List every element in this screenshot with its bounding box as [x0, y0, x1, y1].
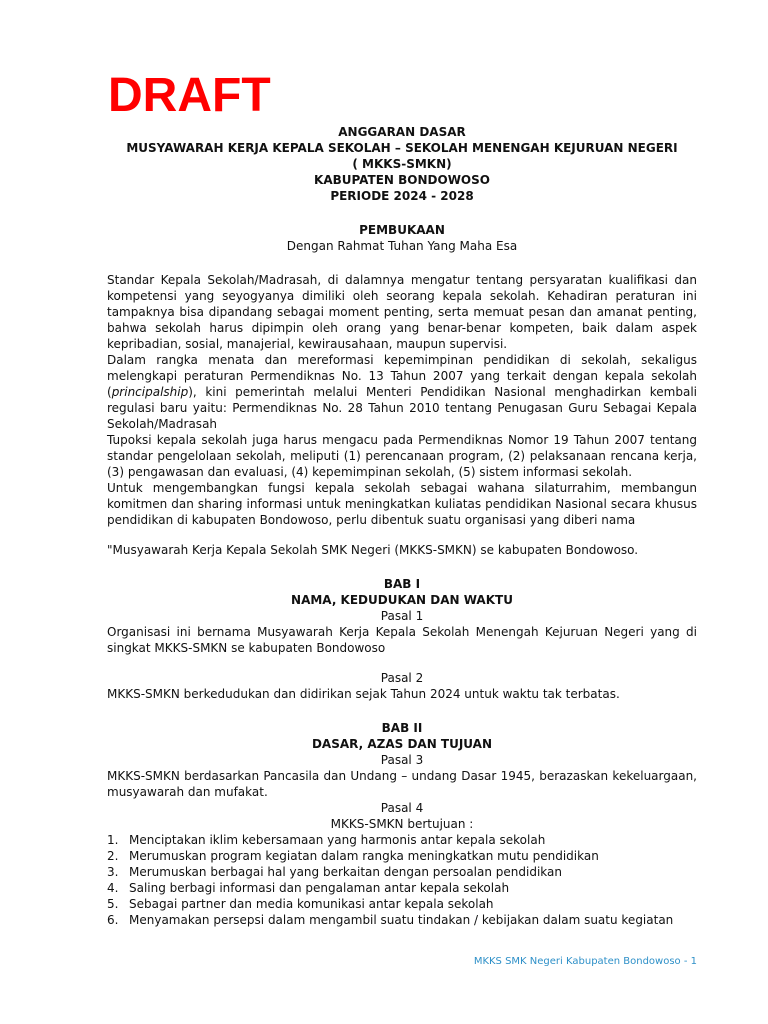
list-item-text: Saling berbagi informasi dan pengalaman antar kepala sekolah [129, 881, 510, 895]
header-period: PERIODE 2024 - 2028 [330, 189, 474, 203]
pasal4-title: Pasal 4 [380, 801, 424, 815]
pasal1-title: Pasal 1 [380, 609, 424, 623]
para2-italic: principalship [111, 385, 189, 399]
list-item-number: 2. [107, 849, 119, 863]
pembukaan-paragraph-5: "Musyawarah Kerja Kepala Sekolah SMK Negeri (MKKS-SMKN) se kabupaten Bondowoso. [107, 543, 639, 557]
list-item-text: Menyamakan persepsi dalam mengambil suatu tindakan / kebijakan dalam suatu kegiatan [129, 913, 674, 927]
header-abbrev: ( MKKS-SMKN) [352, 157, 452, 171]
pasal3-title: Pasal 3 [380, 753, 424, 767]
header-title: ANGGARAN DASAR [338, 125, 466, 139]
list-item-number: 4. [107, 881, 119, 895]
list-item-text: Merumuskan berbagai hal yang berkaitan dengan persoalan pendidikan [129, 865, 562, 879]
list-item-text: Sebagai partner dan media komunikasi antar kepala sekolah [129, 897, 494, 911]
bab2-subtitle: DASAR, AZAS DAN TUJUAN [311, 737, 493, 751]
header-region: KABUPATEN BONDOWOSO [314, 173, 490, 187]
list-item [107, 864, 697, 880]
list-item [107, 848, 697, 864]
list-item-number: 3. [107, 865, 119, 879]
document-body [107, 124, 697, 928]
list-item-number: 1. [107, 833, 119, 847]
pembukaan-paragraph-4: Untuk mengembangkan fungsi kepala sekolah sebagai wahana silaturrahim, membangun komitmen dan sharing informasi untuk meningkatkan kuliatas pendidikan Nasional secara khusus pendidikan di kabupaten Bondowoso, perlu dibentuk suatu organisasi yang diberi nama [107, 481, 697, 527]
goals-list [107, 832, 697, 928]
header-org: MUSYAWARAH KERJA KEPALA SEKOLAH – SEKOLAH MENENGAH KEJURUAN NEGERI [126, 141, 678, 155]
pembukaan-paragraph-1: Standar Kepala Sekolah/Madrasah, di dalamnya mengatur tentang persyaratan kualifikasi dan kompetensi yang seyogyanya dimiliki oleh seorang kepala sekolah. Kehadiran peraturan ini tampaknya bisa dipandang sebagai moment penting, serta memuat pesan dan amanat penting, bahwa sekolah harus dipimpin oleh orang yang benar-benar kompeten, baik dalam aspek kepribadian, sosial, manajerial, kewirausahaan, maupun supervisi. [107, 273, 697, 351]
list-item [107, 832, 697, 848]
list-item-number: 6. [107, 913, 119, 927]
list-item-text: Merumuskan program kegiatan dalam rangka meningkatkan mutu pendidikan [129, 849, 599, 863]
pembukaan-title: PEMBUKAAN [359, 223, 445, 237]
pembukaan-paragraph-2 [107, 352, 697, 432]
list-item [107, 912, 697, 928]
list-item-text: Menciptakan iklim kebersamaan yang harmonis antar kepala sekolah [129, 833, 546, 847]
draft-watermark: DRAFT [108, 69, 271, 122]
pasal1-text: Organisasi ini bernama Musyawarah Kerja Kepala Sekolah Menengah Kejuruan Negeri yang di singkat MKKS-SMKN se kabupaten Bondowoso [107, 625, 697, 655]
para2-part-a: Dalam rangka menata dan mereformasi kepemimpinan pendidikan di sekolah, sekaligus melengkapi peraturan Permendiknas No. 13 Tahun 2007 yang terkait dengan kepala sekolah ( [107, 353, 697, 399]
bab2-title: BAB II [381, 721, 423, 735]
pembukaan-subtitle: Dengan Rahmat Tuhan Yang Maha Esa [286, 239, 518, 253]
list-item [107, 896, 697, 912]
list-item [107, 880, 697, 896]
pasal4-intro: MKKS-SMKN bertujuan : [330, 817, 474, 831]
pasal2-title: Pasal 2 [380, 671, 424, 685]
pembukaan-paragraph-3: Tupoksi kepala sekolah juga harus mengacu pada Permendiknas Nomor 19 Tahun 2007 tentang standar pengelolaan sekolah, meliputi (1) perencanaan program, (2) pelaksanaan rencana kerja, (3) pengawasan dan evaluasi, (4) kepemimpinan sekolah, (5) sistem informasi sekolah. [107, 433, 697, 479]
pasal2-text: MKKS-SMKN berkedudukan dan didirikan sejak Tahun 2024 untuk waktu tak terbatas. [107, 687, 620, 701]
page-footer: MKKS SMK Negeri Kabupaten Bondowoso - 1 [473, 956, 697, 967]
list-item-number: 5. [107, 897, 119, 911]
para2-part-b: ), kini pemerintah melalui Menteri Pendidikan Nasional menghadirkan kembali regulasi baru yaitu: Permendiknas No. 28 Tahun 2010 tentang Penugasan Guru Sebagai Kepala Sekolah/Madrasah [107, 385, 697, 431]
bab1-title: BAB I [383, 577, 421, 591]
bab1-subtitle: NAMA, KEDUDUKAN DAN WAKTU [291, 593, 513, 607]
pasal3-text: MKKS-SMKN berdasarkan Pancasila dan Undang – undang Dasar 1945, berazaskan kekeluargaan, musyawarah dan mufakat. [107, 769, 697, 799]
